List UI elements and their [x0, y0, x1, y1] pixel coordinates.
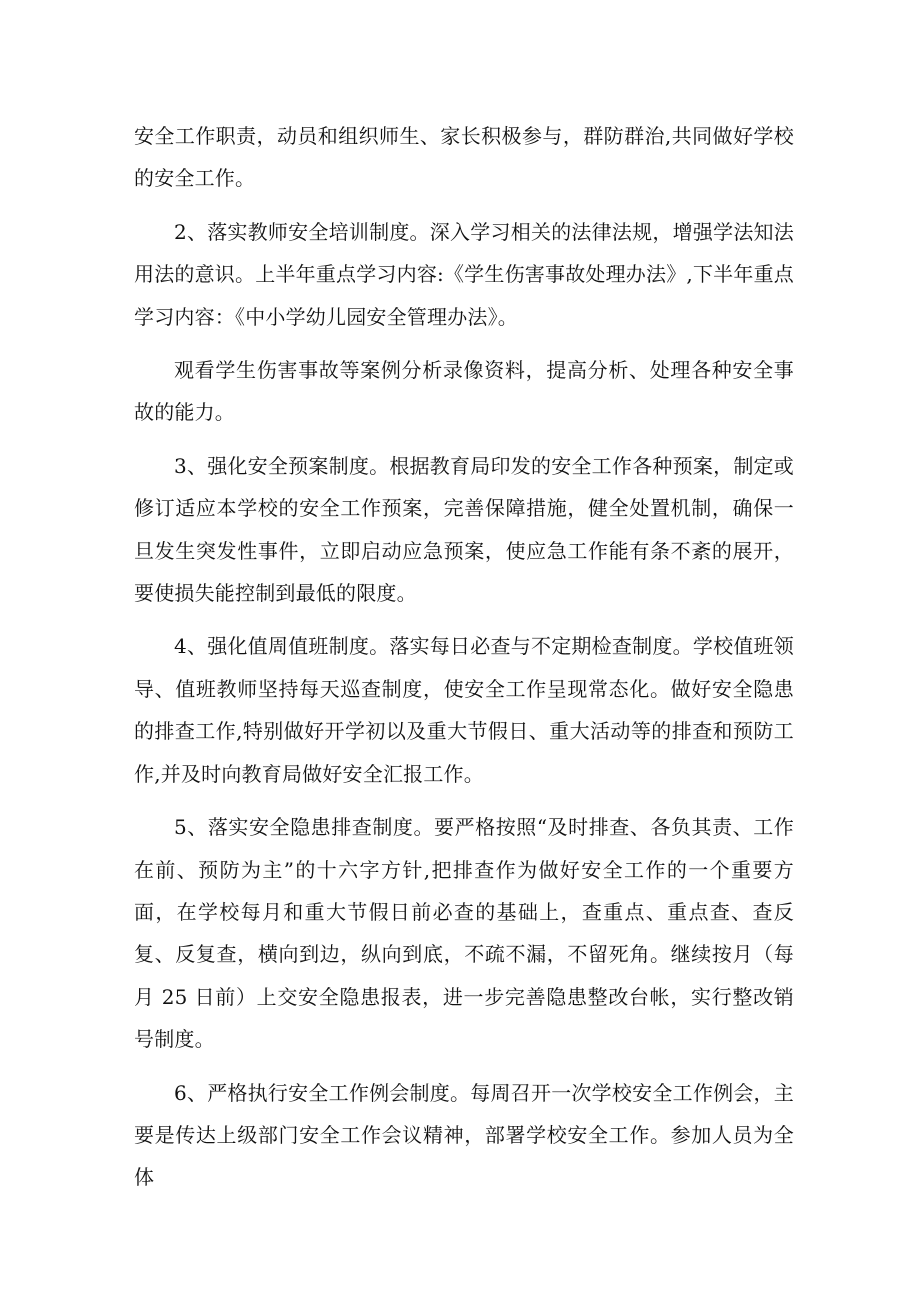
document-body — [134, 115, 794, 1210]
paragraph-hazard-inspection: 5、落实安全隐患排查制度。要严格按照“及时排查、各负其责、工作在前、预防为主”的十六字方针,把排查作为做好安全工作的一个重要方面，在学校每月和重大节假日前必查的基础上，查重点、重点查、查反复、反复查，横向到边，纵向到底，不疏不漏，不留死角。继续按月（每月 25 日前）上交安全隐患报表，进一步完善隐患整改台帐，实行整改销号制度。 — [134, 815, 794, 1052]
paragraph-teacher-training: 2、落实教师安全培训制度。深入学习相关的法律法规，增强学法知法用法的意识。上半年重点学习内容:《学生伤害事故处理办法》,下半年重点学习内容：《中小学幼儿园安全管理办法》。 — [134, 219, 794, 329]
paragraph-continuation: 安全工作职责，动员和组织师生、家长积极参与，群防群治,共同做好学校的安全工作。 — [134, 124, 794, 191]
paragraph-safety-meeting: 6、严格执行安全工作例会制度。每周召开一次学校安全工作例会，主要是传达上级部门安全工作会议精神，部署学校安全工作。参加人员为全体 — [134, 1080, 794, 1190]
paragraph-duty-system: 4、强化值周值班制度。落实每日必查与不定期检查制度。学校值班领导、值班教师坚持每天巡查制度，使安全工作呈现常态化。做好安全隐患的排查工作,特别做好开学初以及重大节假日、重大活动等的排查和预防工作,并及时向教育局做好安全汇报工作。 — [134, 634, 794, 786]
paragraph-case-videos: 观看学生伤害事故等案例分析录像资料，提高分析、处理各种安全事故的能力。 — [134, 358, 794, 425]
paragraph-emergency-plan: 3、强化安全预案制度。根据教育局印发的安全工作各种预案，制定或修订适应本学校的安全工作预案，完善保障措施，健全处置机制，确保一旦发生突发性事件，立即启动应急预案，使应急工作能有条不紊的展开，要使损失能控制到最低的限度。 — [134, 453, 794, 606]
